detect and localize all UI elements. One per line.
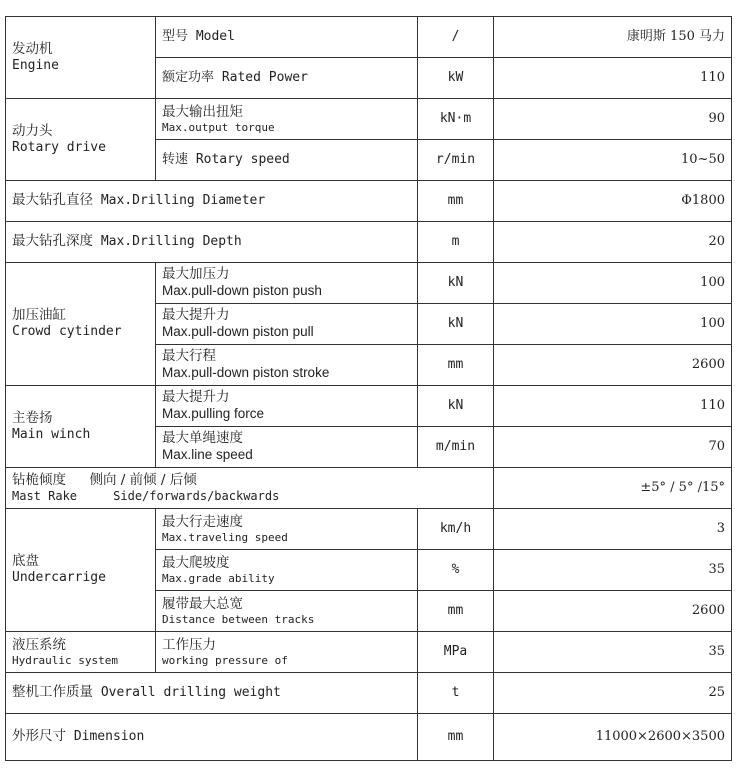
param-label: 额定功率 Rated Power — [156, 58, 418, 99]
value-cell: 2600 — [494, 591, 732, 632]
group-label-zh: 液压系统 — [12, 636, 66, 653]
param-label-zh: 整机工作质量 — [12, 684, 93, 701]
param-label-zh: 外形尺寸 — [12, 728, 66, 745]
group-label-zh: 底盘 — [12, 553, 39, 570]
value-cell: 110 — [494, 386, 732, 427]
value-cell: 100 — [494, 263, 732, 304]
param-label-zh: 最大行程 — [162, 348, 216, 365]
param-label — [156, 632, 418, 673]
table-row — [6, 181, 732, 222]
table-row — [6, 222, 732, 263]
unit-cell: kN — [418, 386, 494, 427]
unit-cell: MPa — [418, 632, 494, 673]
group-label-en: Undercarrige — [12, 570, 106, 586]
table-row — [6, 263, 732, 304]
param-label-en: Max.Drilling Depth — [100, 234, 242, 250]
unit-cell: mm — [418, 345, 494, 386]
unit-cell: kW — [418, 58, 494, 99]
param-label-zh: 最大行走速度 — [162, 513, 243, 530]
group-label-en: Engine — [12, 57, 59, 73]
param-label-zh: 钻桅倾度 — [12, 471, 66, 488]
param-label-en: Max.Drilling Diameter — [100, 193, 266, 209]
group-hydraulic — [6, 632, 156, 673]
param-label-zh: 工作压力 — [162, 636, 216, 653]
unit-cell: mm — [418, 714, 494, 761]
unit-cell: / — [418, 17, 494, 58]
value-cell: 90 — [494, 99, 732, 140]
table-row — [6, 714, 732, 761]
value-cell: 35 — [494, 632, 732, 673]
param-label — [6, 468, 494, 509]
unit-cell: r/min — [418, 140, 494, 181]
param-label-zh: 最大钻孔深度 — [12, 233, 93, 250]
param-label-zh: 最大输出扭矩 — [162, 103, 243, 120]
table-row — [6, 673, 732, 714]
value-cell: 35 — [494, 550, 732, 591]
param-label-zh: 最大爬坡度 — [162, 554, 230, 571]
param-label — [156, 99, 418, 140]
value-cell: 100 — [494, 304, 732, 345]
group-undercarriage — [6, 509, 156, 632]
group-engine — [6, 17, 156, 99]
value-cell: 11000×2600×3500 — [494, 714, 732, 761]
value-cell: 2600 — [494, 345, 732, 386]
table-row — [6, 509, 732, 550]
unit-cell: mm — [418, 591, 494, 632]
param-label-en: Max.grade ability — [162, 571, 275, 585]
unit-cell: t — [418, 673, 494, 714]
spec-table — [5, 16, 732, 761]
group-label-zh: 加压油缸 — [12, 307, 66, 324]
table-row — [6, 468, 732, 509]
value-cell: ±5° / 5° /15° — [494, 468, 732, 509]
value-cell: 3 — [494, 509, 732, 550]
param-label-en-2: Side/forwards/backwards — [113, 489, 280, 504]
unit-cell: m — [418, 222, 494, 263]
group-label-en: Rotary drive — [12, 139, 106, 155]
value-cell: 20 — [494, 222, 732, 263]
param-label — [156, 427, 418, 468]
param-label-en: Max.pulling force — [162, 406, 265, 421]
unit-cell: % — [418, 550, 494, 591]
param-label — [156, 386, 418, 427]
group-rotary — [6, 99, 156, 181]
param-label-zh: 最大提升力 — [162, 389, 230, 406]
table-row — [6, 99, 732, 140]
param-label — [156, 345, 418, 386]
group-label-en: Hydraulic system — [12, 653, 118, 667]
param-label-en: Overall drilling weight — [100, 685, 281, 701]
group-winch — [6, 386, 156, 468]
param-label — [6, 181, 418, 222]
value-cell: 70 — [494, 427, 732, 468]
param-label-zh: 最大钻孔直径 — [12, 192, 93, 209]
unit-cell: kN — [418, 263, 494, 304]
value-cell: 康明斯 150 马力 — [494, 17, 732, 58]
group-label-en: Crowd cytinder — [12, 324, 122, 340]
param-label — [156, 304, 418, 345]
param-label-zh: 履带最大总宽 — [162, 595, 243, 612]
group-label-zh: 发动机 — [12, 40, 53, 57]
value-cell: Φ1800 — [494, 181, 732, 222]
param-label-zh: 最大加压力 — [162, 266, 230, 283]
param-label: 转速 Rotary speed — [156, 140, 418, 181]
unit-cell: m/min — [418, 427, 494, 468]
param-label-en: Max.pull-down piston push — [162, 283, 322, 298]
param-label-zh-2: 侧向 / 前倾 / 后倾 — [89, 471, 197, 488]
param-label-en: Distance between tracks — [162, 612, 315, 626]
param-label-en: Max.pull-down piston pull — [162, 324, 314, 339]
table-row — [6, 17, 732, 58]
param-label-en: Mast Rake — [12, 489, 78, 504]
param-label — [6, 222, 418, 263]
param-label: 型号 Model — [156, 17, 418, 58]
group-label-zh: 主卷扬 — [12, 409, 53, 426]
group-label-zh: 动力头 — [12, 122, 53, 139]
param-label-en: Max.traveling speed — [162, 530, 288, 544]
param-label-en: Max.output torque — [162, 120, 275, 134]
unit-cell: mm — [418, 181, 494, 222]
param-label-en: working pressure of — [162, 653, 288, 667]
param-label — [6, 714, 418, 761]
value-cell: 25 — [494, 673, 732, 714]
table-row — [6, 386, 732, 427]
param-label — [6, 673, 418, 714]
value-cell: 110 — [494, 58, 732, 99]
param-label-zh: 最大单绳速度 — [162, 430, 243, 447]
param-label — [156, 263, 418, 304]
unit-cell: km/h — [418, 509, 494, 550]
table-row — [6, 632, 732, 673]
value-cell: 10~50 — [494, 140, 732, 181]
group-crowd — [6, 263, 156, 386]
param-label — [156, 509, 418, 550]
param-label-en: Max.line speed — [162, 447, 253, 462]
unit-cell: kN — [418, 304, 494, 345]
param-label — [156, 550, 418, 591]
param-label-zh: 最大提升力 — [162, 307, 230, 324]
group-label-en: Main winch — [12, 426, 91, 442]
param-label-en: Max.pull-down piston stroke — [162, 365, 330, 380]
param-label — [156, 591, 418, 632]
param-label-en: Dimension — [73, 729, 145, 745]
unit-cell: kN·m — [418, 99, 494, 140]
